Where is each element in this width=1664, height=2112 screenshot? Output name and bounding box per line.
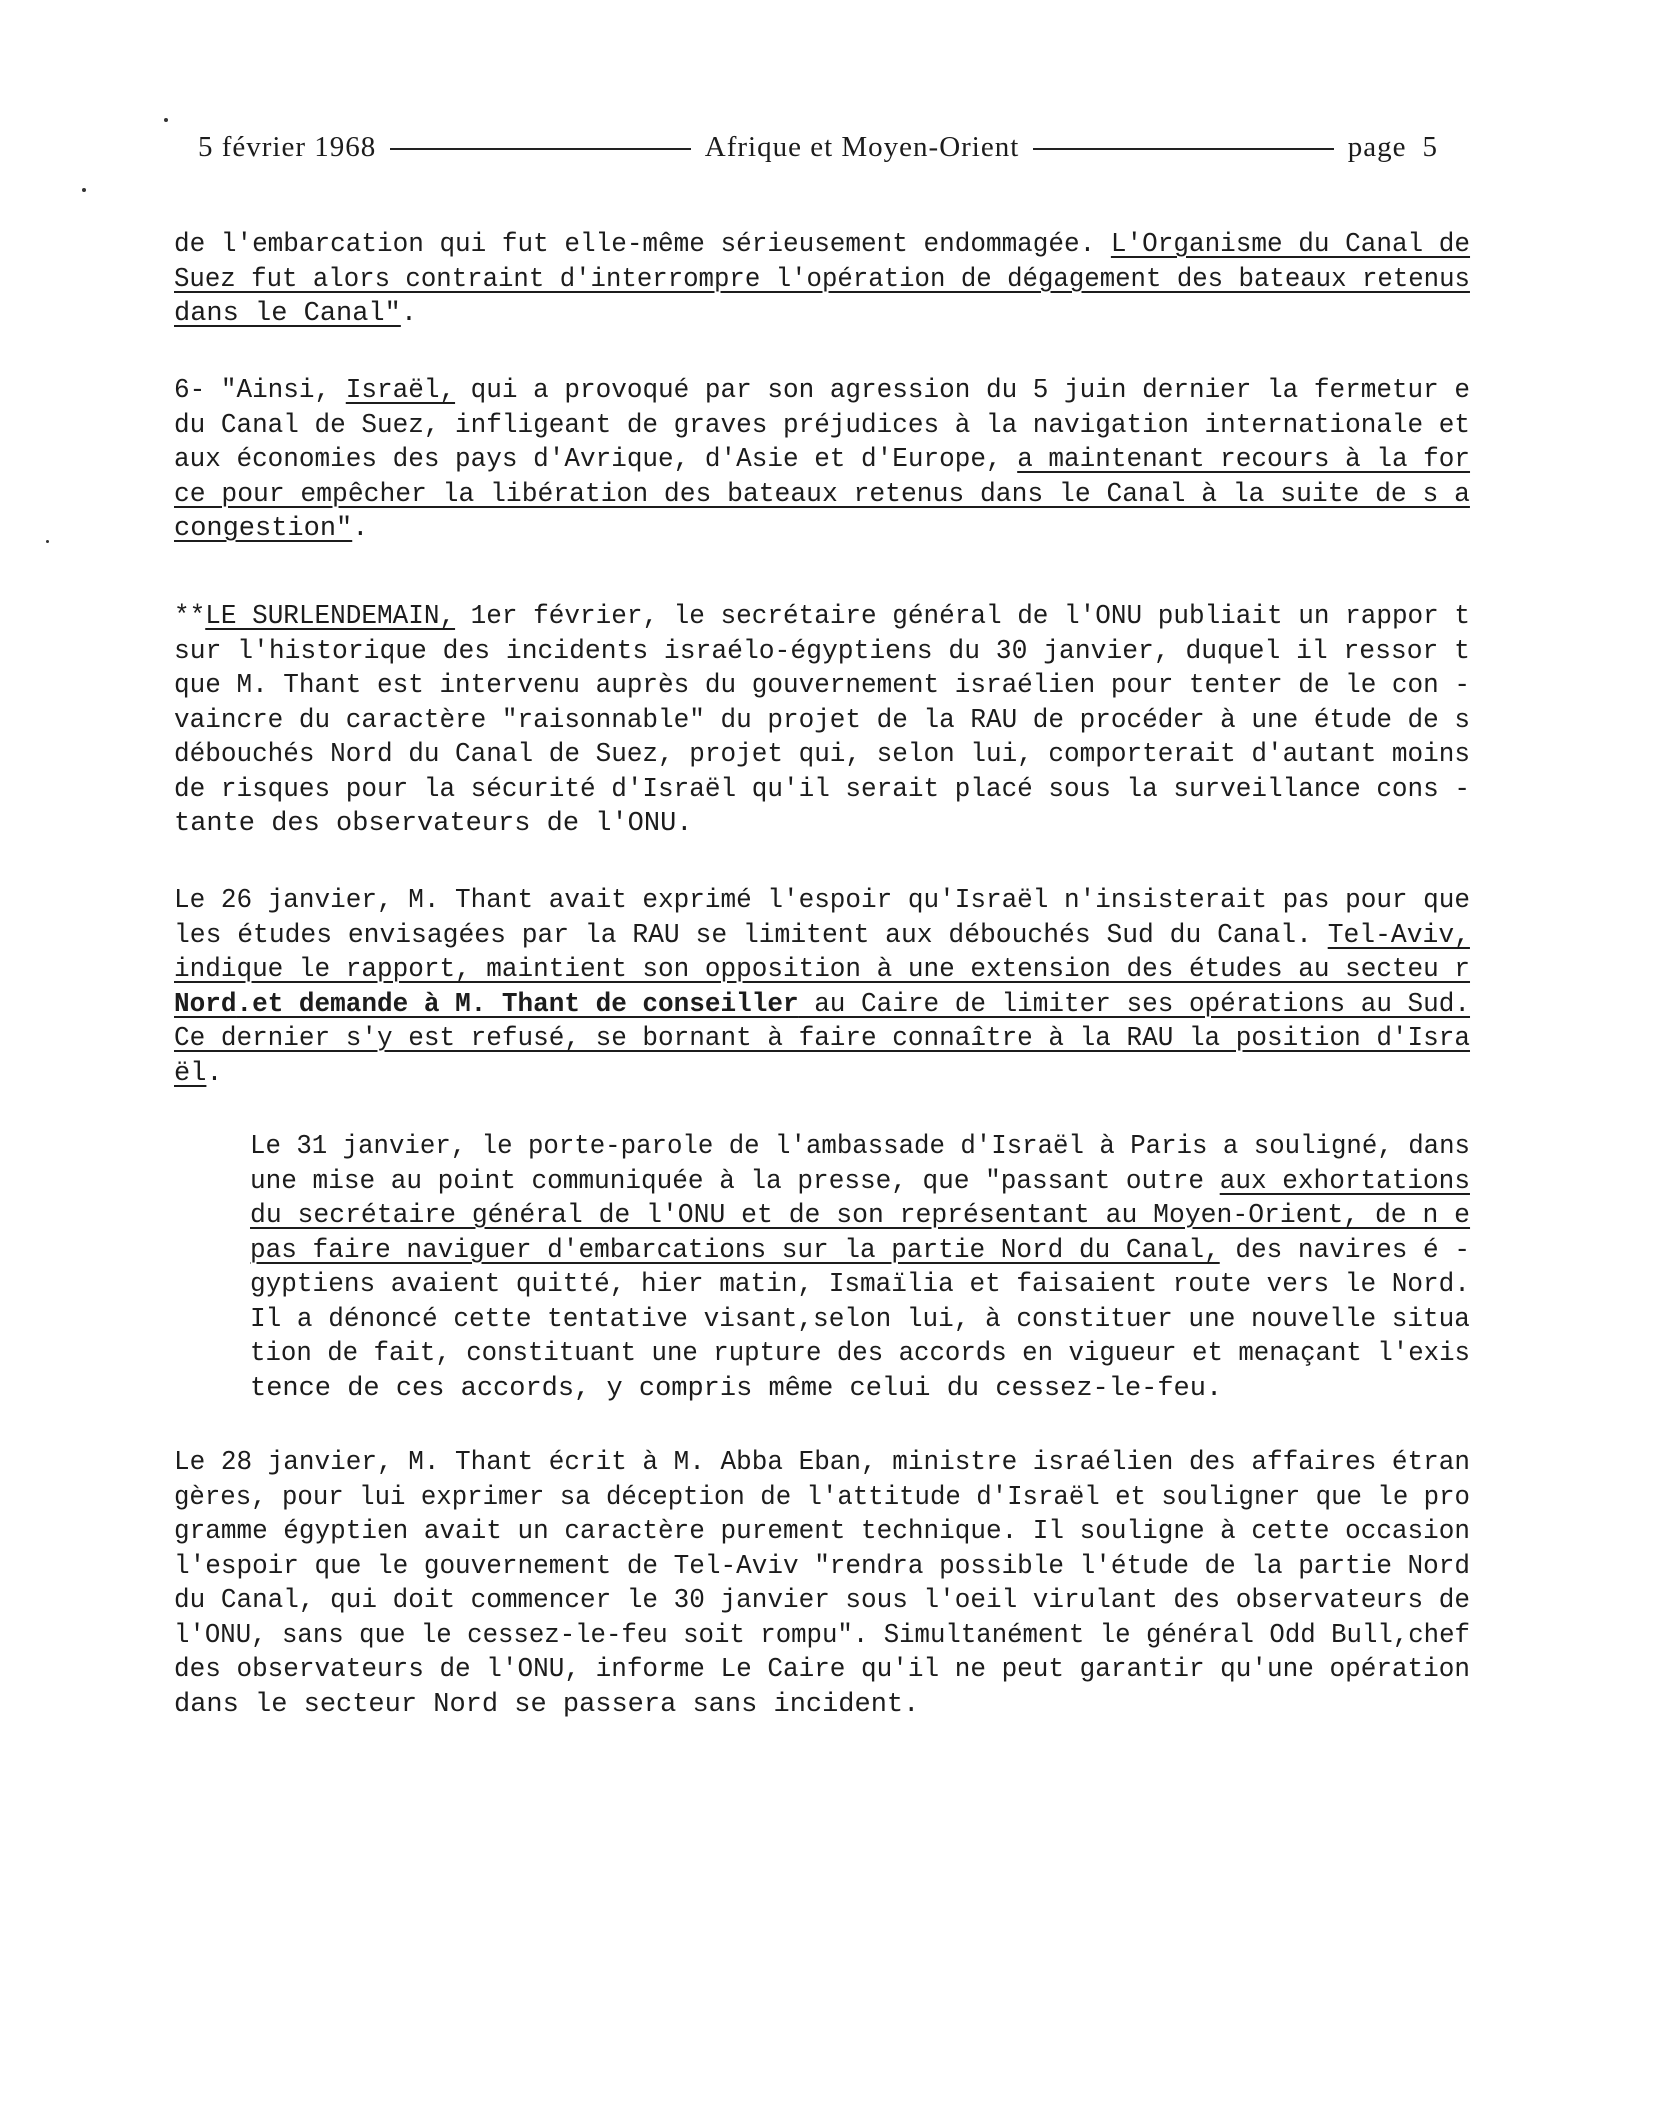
text-line: gères, pour lui exprimer sa déception de l'attitude d'Israël et souligner que le pro (174, 1482, 1470, 1513)
underlined-text: dans le Canal" (174, 299, 401, 329)
text-line (174, 919, 1470, 954)
text-line (174, 374, 1470, 409)
text-run: 1er février, le secrétaire général de l'ONU publiait un rappor t (455, 602, 1471, 632)
paragraph-3 (174, 600, 1470, 842)
text-line (174, 600, 1470, 635)
underlined-text: Tel-Aviv, (1327, 920, 1470, 951)
margin-speck (82, 188, 86, 192)
underlined-text: au Caire de limiter ses opérations au Sud. (798, 989, 1471, 1020)
text-line: sur l'historique des incidents israélo-égyptiens du 30 janvier, duquel il ressor t (174, 636, 1470, 667)
underlined-text: indique le rapport, maintient son opposition à une extension des études au secteu r (174, 955, 1471, 985)
text-line: des observateurs de l'ONU, informe Le Caire qu'il ne peut garantir qu'une opération (174, 1655, 1471, 1685)
underlined-text: Israël, (345, 376, 456, 406)
text-run: qui a provoqué par son agression du 5 juin dernier la fermetur e (455, 376, 1471, 406)
paragraph-4 (174, 884, 1470, 1091)
text-run: 6- "Ainsi, (174, 376, 346, 406)
paragraph-2 (174, 374, 1470, 547)
text-run: les études envisagées par la RAU se limitent aux débouchés Sud du Canal. (174, 920, 1328, 951)
text-line (174, 1057, 1470, 1092)
text-line: gramme égyptien avait un caractère purement technique. Il souligne à cette occasion (174, 1517, 1471, 1547)
text-run: . (206, 1058, 223, 1089)
text-line (174, 478, 1470, 513)
underlined-text: du secrétaire général de l'ONU et de son représentant au Moyen-Orient, de n e (250, 1201, 1471, 1231)
text-line (250, 1234, 1470, 1269)
underlined-text: aux exhortations (1219, 1166, 1470, 1197)
underlined-text: congestion" (174, 514, 353, 544)
text-line (174, 953, 1470, 988)
page-header (198, 127, 1438, 167)
paragraph-6 (174, 1446, 1470, 1722)
text-line (174, 1022, 1470, 1057)
text-line: tence de ces accords, y compris même celui du cessez-le-feu. (250, 1373, 1223, 1404)
text-line: débouchés Nord du Canal de Suez, projet qui, selon lui, comporterait d'autant moins (174, 740, 1471, 770)
paragraph-5 (250, 1130, 1470, 1406)
text-line (174, 988, 1470, 1023)
underlined-bold-text: .et demande à M. Thant de conseiller (236, 989, 799, 1020)
text-line (174, 228, 1470, 263)
text-line: du Canal, qui doit commencer le 30 janvier sous l'oeil virulant des observateurs de (174, 1586, 1471, 1616)
text-run: . (400, 299, 418, 329)
text-line: du Canal de Suez, infligeant de graves préjudices à la navigation internationale et (174, 410, 1471, 441)
text-line: de risques pour la sécurité d'Israël qu'il serait placé sous la surveillance cons - (174, 774, 1471, 805)
text-line: Le 31 janvier, le porte-parole de l'ambassade d'Israël à Paris a souligné, dans (250, 1132, 1470, 1162)
text-line (174, 297, 1470, 332)
text-run: . (352, 514, 369, 544)
underlined-text: LE SURLENDEMAIN, (205, 602, 456, 632)
text-line: tante des observateurs de l'ONU. (174, 809, 693, 839)
text-line: Le 28 janvier, M. Thant écrit à M. Abba Eban, ministre israélien des affaires étran (174, 1448, 1471, 1478)
text-line (174, 512, 1470, 547)
text-line: vaincre du caractère "raisonnable" du projet de la RAU de procéder à une étude de s (174, 705, 1471, 736)
header-date: 5 février 1968 (198, 130, 377, 163)
text-line: l'ONU, sans que le cessez-le-feu soit rompu". Simultanément le général Odd Bull,chef (174, 1620, 1470, 1651)
text-line (250, 1199, 1470, 1234)
paragraph-1 (174, 228, 1470, 332)
header-page-number: 5 (1422, 130, 1439, 163)
header-rule-left (390, 148, 690, 150)
underlined-text: a maintenant recours à la for (1017, 445, 1471, 475)
text-line: tion de fait, constituant une rupture des accords en vigueur et menaçant l'exis (250, 1339, 1470, 1369)
text-line (250, 1165, 1470, 1200)
text-run: des navires é - (1219, 1235, 1470, 1266)
text-line: Le 26 janvier, M. Thant avait exprimé l'espoir qu'Israël n'insisterait pas pour que (174, 886, 1471, 916)
underlined-text: ce pour empêcher la libération des bateaux retenus dans le Canal à la suite de s a (174, 479, 1470, 510)
text-run: aux économies des pays d'Avrique, d'Asie et d'Europe, (174, 445, 1018, 475)
text-run: une mise au point communiquée à la presse, que "passant outre (250, 1166, 1220, 1197)
text-run: de l'embarcation qui fut elle-même sérieusement endommagée. (174, 230, 1111, 260)
underlined-text: L'Organisme du Canal de (1110, 230, 1471, 260)
text-line: l'espoir que le gouvernement de Tel-Aviv "rendra possible l'étude de la partie Nord (174, 1551, 1471, 1582)
text-line: Il a dénoncé cette tentative visant,selon lui, à constituer une nouvelle situa (250, 1304, 1470, 1335)
header-rule-right (1033, 148, 1333, 150)
text-line: que M. Thant est intervenu auprès du gouvernement israélien pour tenter de le con - (174, 671, 1471, 701)
text-line (174, 443, 1470, 478)
underlined-text: ël (174, 1058, 207, 1089)
header-section: Afrique et Moyen-Orient (704, 130, 1020, 163)
text-run: ** (174, 602, 206, 632)
text-line (174, 263, 1470, 298)
underlined-text: Ce dernier s'y est refusé, se bornant à faire connaître à la RAU la position d'Isra (174, 1024, 1471, 1054)
header-page-label: page (1347, 130, 1407, 163)
header-page (1348, 131, 1438, 164)
text-line: dans le secteur Nord se passera sans incident. (174, 1689, 920, 1720)
underlined-text: Suez fut alors contraint d'interrompre l'opération de dégagement des bateaux retenus (174, 264, 1470, 295)
margin-speck (46, 540, 49, 543)
text-line: gyptiens avaient quitté, hier matin, Ismaïlia et faisaient route vers le Nord. (250, 1270, 1470, 1300)
margin-speck (164, 118, 168, 122)
underlined-text: pas faire naviguer d'embarcations sur la partie Nord du Canal, (250, 1235, 1220, 1266)
underlined-bold-text: Nord (174, 989, 237, 1020)
